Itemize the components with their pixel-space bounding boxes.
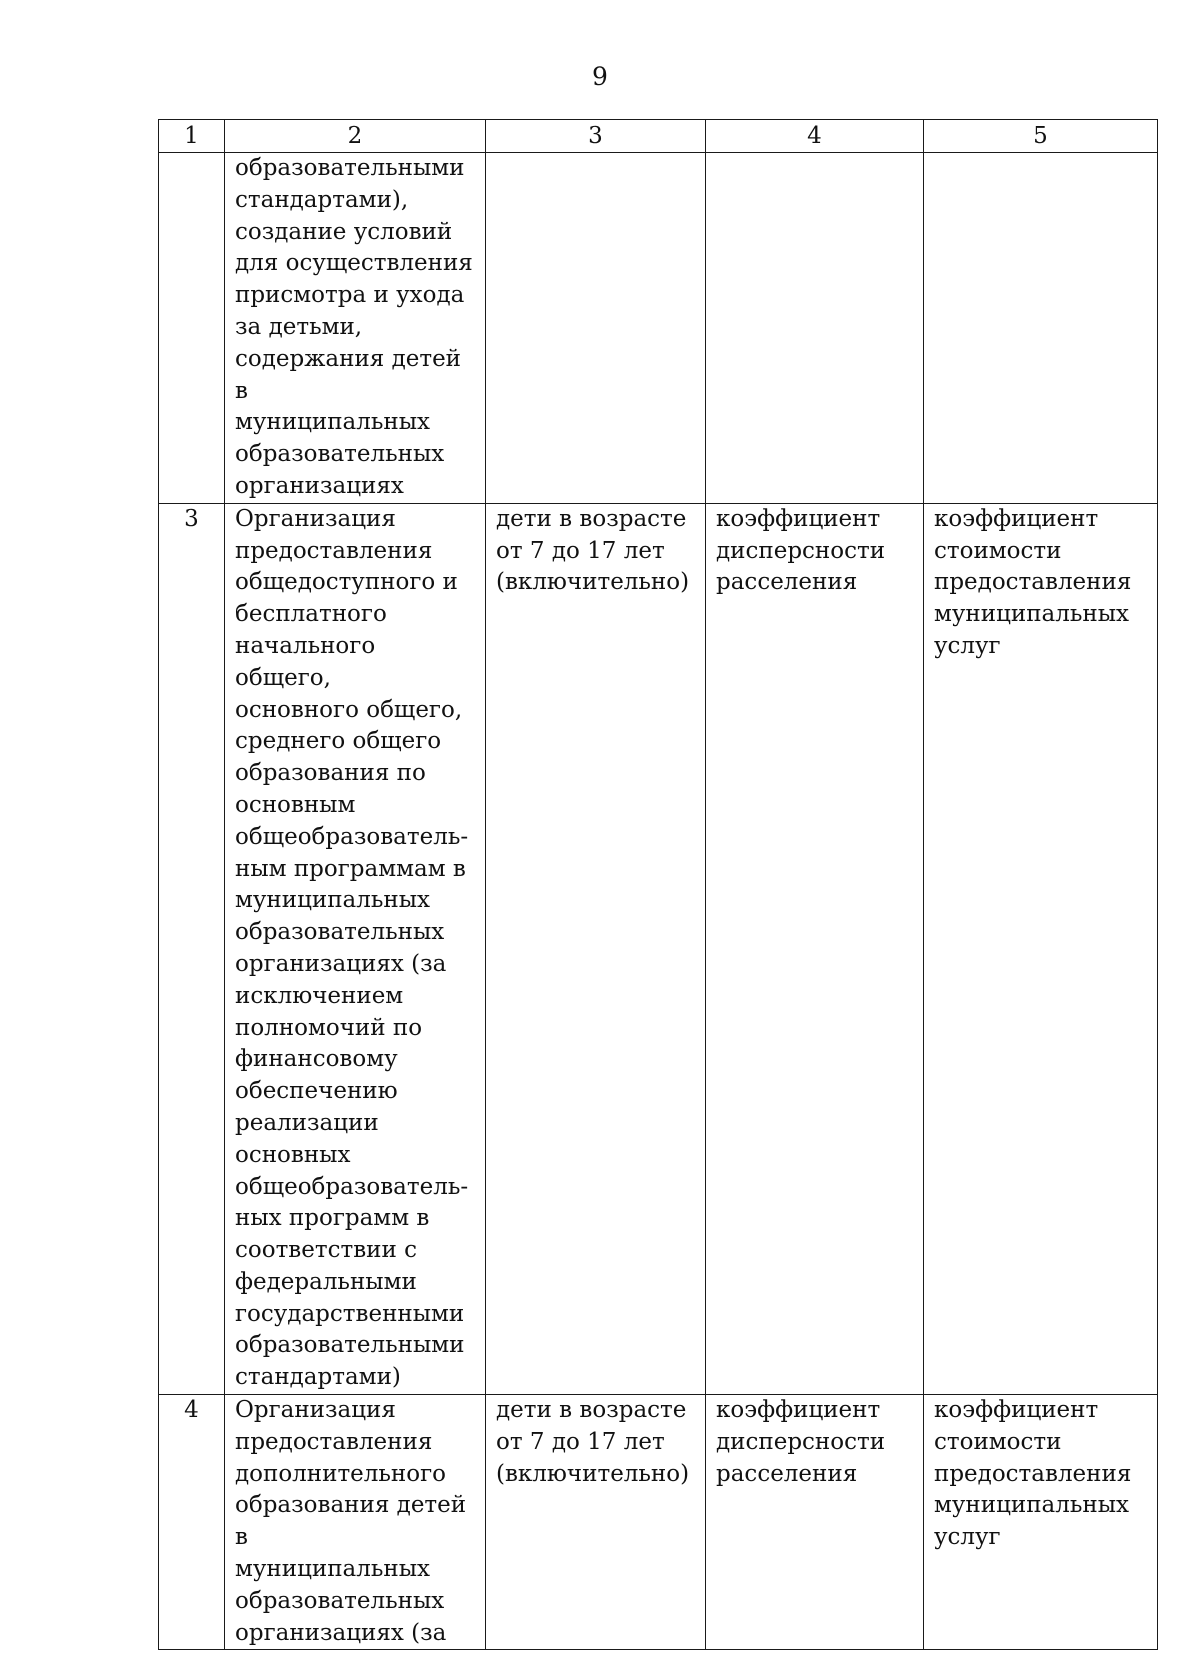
consumers-cell: дети в возрасте от 7 до 17 лет (включительно) <box>486 1395 706 1650</box>
data-table <box>158 119 1158 1650</box>
column-header: 1 <box>159 120 225 153</box>
service-name-cell: Организация предоставления дополнительного образования детей в муниципальных образовательных организациях (за <box>225 1395 486 1650</box>
coefficient-cell: коэффициент дисперсности расселения <box>706 503 924 1394</box>
service-name-cell: Организация предоставления общедоступного и бесплатного начального общего, основного общего, среднего общего образования по основным общеобразователь- ным программам в муниципальных образовательных организациях (за исключением полномочий по финансовому обеспечению реализации основных общеобразователь- ных программ в соответствии с федеральными государственными образовательными стандартами) <box>225 503 486 1394</box>
cost-coefficient-cell: коэффициент стоимости предоставления муниципальных услуг <box>924 1395 1158 1650</box>
service-name-cell: образовательными стандартами), создание условий для осуществления присмотра и ухода за детьми, содержания детей в муниципальных образовательных организациях <box>225 153 486 504</box>
consumers-cell: дети в возрасте от 7 до 17 лет (включительно) <box>486 503 706 1394</box>
cost-coefficient-cell: коэффициент стоимости предоставления муниципальных услуг <box>924 503 1158 1394</box>
column-header: 5 <box>924 120 1158 153</box>
consumers-cell <box>486 153 706 504</box>
table-row <box>159 153 1158 504</box>
row-number <box>159 153 225 504</box>
coefficient-cell: коэффициент дисперсности расселения <box>706 1395 924 1650</box>
column-header: 4 <box>706 120 924 153</box>
cost-coefficient-cell <box>924 153 1158 504</box>
row-number: 3 <box>159 503 225 1394</box>
page-number: 9 <box>592 62 608 91</box>
column-header: 3 <box>486 120 706 153</box>
coefficient-cell <box>706 153 924 504</box>
table-row <box>159 503 1158 1394</box>
table-row <box>159 1395 1158 1650</box>
row-number: 4 <box>159 1395 225 1650</box>
column-header: 2 <box>225 120 486 153</box>
table-header-row <box>159 120 1158 153</box>
